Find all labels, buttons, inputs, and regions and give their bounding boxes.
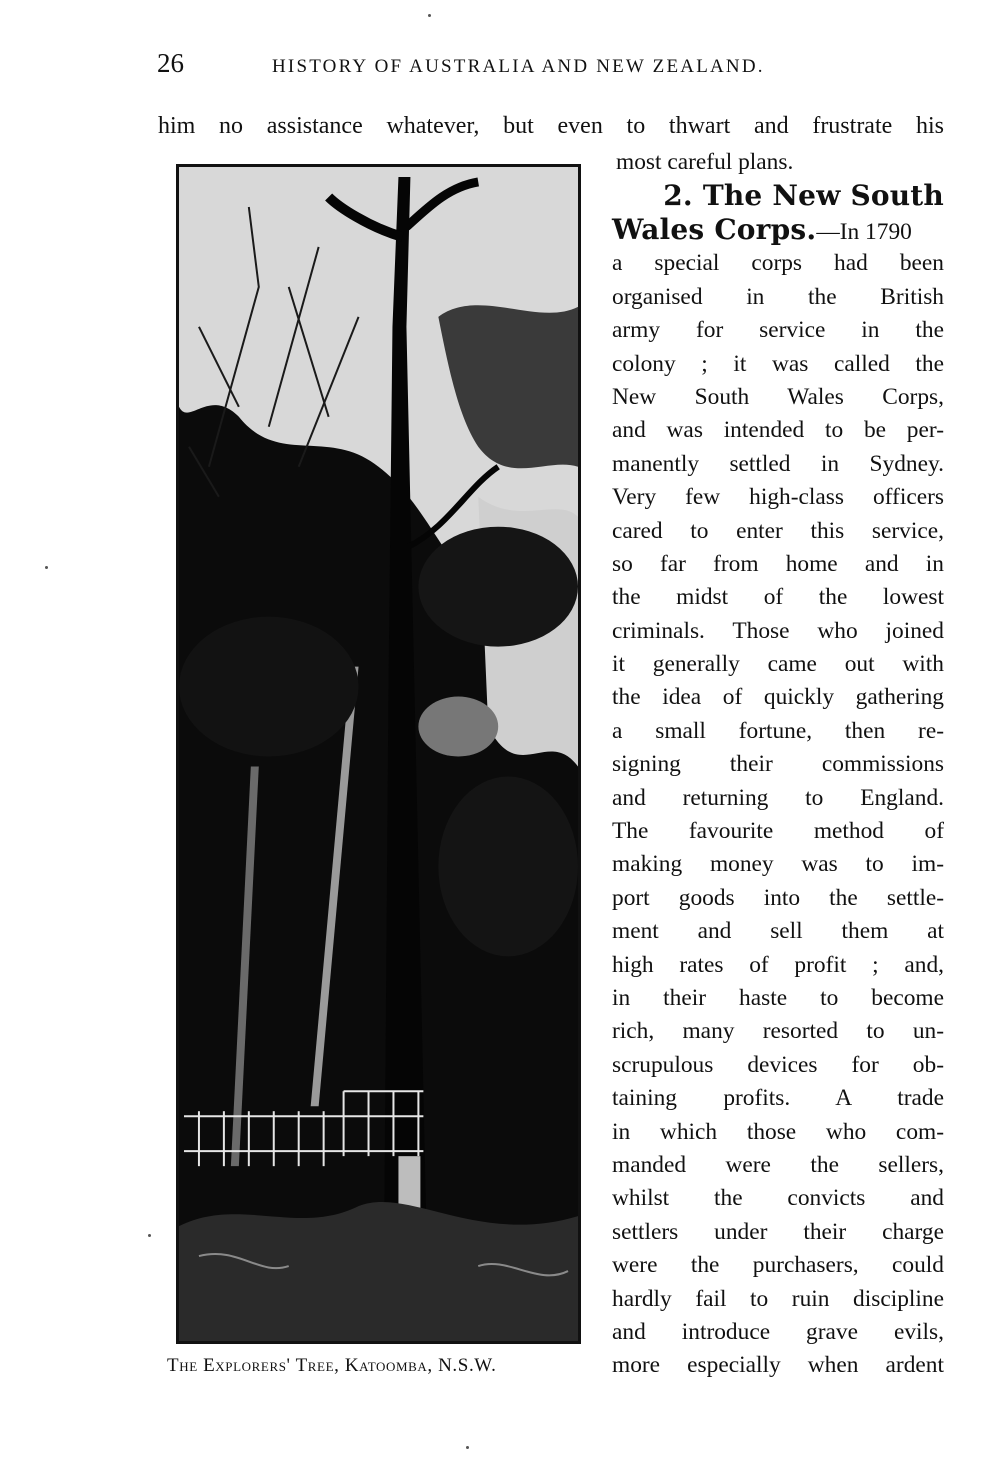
text-column bbox=[612, 146, 944, 1383]
section-heading-continuation bbox=[612, 213, 944, 247]
text-line: settlers under their charge bbox=[612, 1218, 944, 1245]
text-line: making money was to im- bbox=[612, 851, 944, 878]
section-heading-title-line2: Wales Corps. bbox=[612, 213, 817, 247]
text-line: the midst of the lowest bbox=[612, 584, 944, 611]
heading-run-in-text: —In 1790 bbox=[816, 219, 912, 246]
text-line: more especially when ardent bbox=[612, 1352, 944, 1379]
text-line: signing their commissions bbox=[612, 751, 944, 778]
text-line: it generally came out with bbox=[612, 651, 944, 678]
text-line: and was intended to be per- bbox=[612, 417, 944, 444]
text-line: colony ; it was called the bbox=[612, 350, 944, 377]
text-line: the idea of quickly gathering bbox=[612, 684, 944, 711]
text-line: most careful plans. bbox=[616, 149, 794, 175]
text-line: hardly fail to ruin discipline bbox=[612, 1285, 944, 1312]
text-line: criminals. Those who joined bbox=[612, 617, 944, 644]
text-line: The favourite method of bbox=[612, 818, 944, 845]
text-line: manded were the sellers, bbox=[612, 1151, 944, 1178]
text-line: army for service in the bbox=[612, 317, 944, 344]
text-line: Very few high-class officers bbox=[612, 484, 944, 511]
lead-text-line: him no assistance whatever, but even to thwart and frustrate his bbox=[158, 113, 944, 139]
text-line: a small fortune, then re- bbox=[612, 717, 944, 744]
text-line: cared to enter this service, bbox=[612, 517, 944, 544]
figure-photograph bbox=[176, 164, 581, 1344]
text-line: whilst the convicts and bbox=[612, 1185, 944, 1212]
figure-caption: The Explorers' Tree, Katoomba, N.S.W. bbox=[167, 1355, 497, 1376]
text-line: a special corps had been bbox=[612, 250, 944, 277]
text-line: rich, many resorted to un- bbox=[612, 1018, 944, 1045]
text-line: and returning to England. bbox=[612, 784, 944, 811]
text-line: manently settled in Sydney. bbox=[612, 450, 944, 477]
text-line: in which those who com- bbox=[612, 1118, 944, 1145]
text-line: port goods into the settle- bbox=[612, 884, 944, 911]
text-line: organised in the British bbox=[612, 283, 944, 310]
explorers-tree-photo bbox=[179, 167, 578, 1341]
text-line: taining profits. A trade bbox=[612, 1085, 944, 1112]
section-heading bbox=[612, 179, 944, 213]
text-line: ment and sell them at bbox=[612, 918, 944, 945]
scan-speck bbox=[428, 14, 431, 17]
scan-speck bbox=[148, 1234, 151, 1237]
text-line: scrupulous devices for ob- bbox=[612, 1051, 944, 1078]
text-line: high rates of profit ; and, bbox=[612, 951, 944, 978]
text-line: were the purchasers, could bbox=[612, 1252, 944, 1279]
page-number: 26 bbox=[157, 48, 184, 78]
running-title: HISTORY OF AUSTRALIA AND NEW ZEALAND. bbox=[272, 56, 765, 77]
section-heading-number: 2. bbox=[663, 179, 693, 213]
text-line: New South Wales Corps, bbox=[612, 383, 944, 410]
text-line: and introduce grave evils, bbox=[612, 1318, 944, 1345]
text-line: in their haste to become bbox=[612, 984, 944, 1011]
section-heading-title-line1: The New South bbox=[702, 179, 944, 213]
text-line: so far from home and in bbox=[612, 550, 944, 577]
scan-speck bbox=[45, 566, 48, 569]
scan-speck bbox=[466, 1446, 469, 1449]
